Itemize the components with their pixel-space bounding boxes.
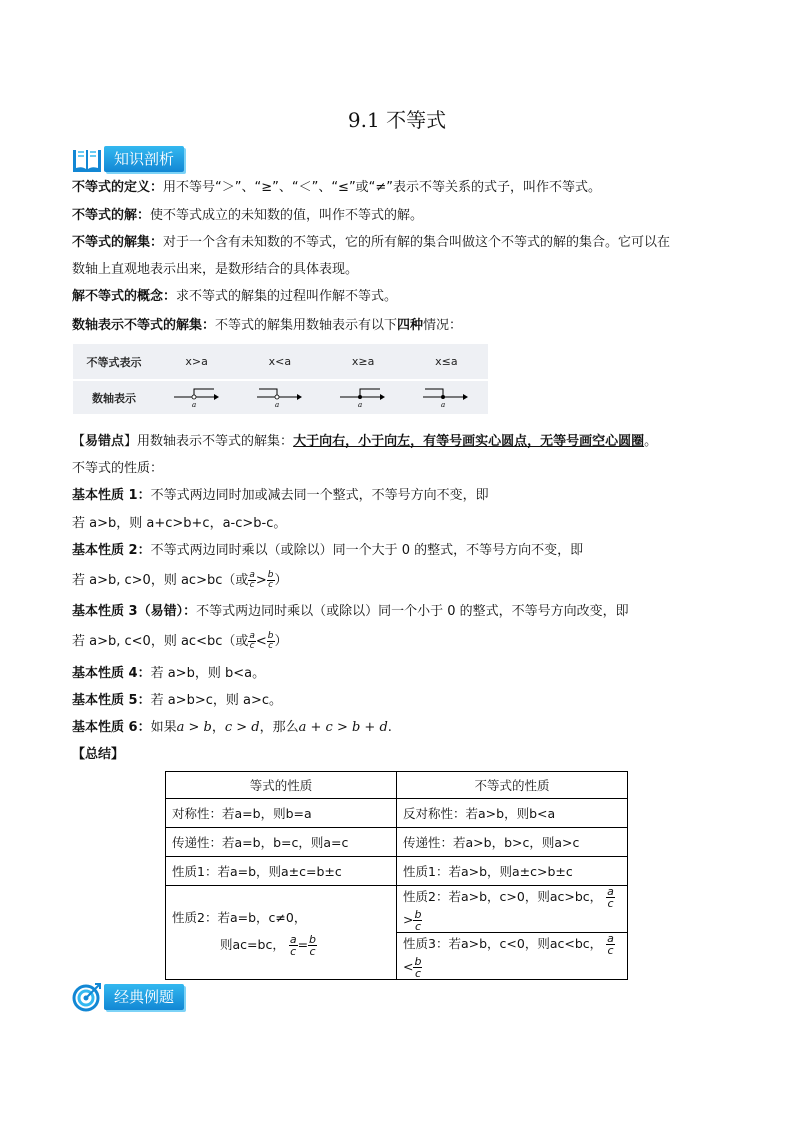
numberline-intro-text: 不等式的解集用数轴表示有以下 (215, 318, 398, 333)
solve-concept-label: 解不等式的概念： (72, 289, 177, 304)
relation-sign: > (255, 573, 267, 588)
fraction-b-over-c: $\frac{b}{c}$ (309, 933, 317, 958)
solution-line (72, 206, 423, 226)
property-3-line (72, 602, 629, 622)
numberline-less-open-icon (255, 384, 305, 408)
tip-open: 【 (72, 434, 86, 449)
solve-concept-text: 求不等式的解集的过程叫作解不等式。 (176, 289, 398, 304)
summary-cell-inequality-property-2 (397, 886, 628, 933)
axis-letter: a (274, 401, 280, 408)
summary-ineq-p3-text: 性质3：若a>b，c<0，则ac<bc， (403, 936, 603, 951)
case-cell: x<a (238, 344, 321, 381)
property-4-label: 基本性质 4： (72, 666, 151, 681)
solution-set-line-2: 数轴上直观地表示出来，是数形结合的具体表现。 (72, 262, 359, 277)
relation-sign: = (297, 937, 309, 952)
separator: ， (211, 720, 225, 735)
solve-concept-line (72, 287, 397, 307)
period: . (387, 720, 392, 735)
property-4-text: 若 a>b，则 b<a。 (150, 666, 266, 681)
summary-cell: 性质1：若a=b，则a±c=b±c (166, 857, 397, 886)
summary-eq-p2-line-1: 性质2：若a=b，c≠0， (172, 910, 307, 925)
property-1-line (72, 486, 489, 506)
solution-set-text-1: 对于一个含有未知数的不等式，它的所有解的集合叫做这个不等式的解的集合。它可以在 (163, 235, 671, 250)
knowledge-banner (72, 144, 184, 174)
case-cell: x≥a (322, 344, 405, 381)
summary-label: 【总结】 (72, 747, 125, 762)
axis-letter: a (191, 401, 196, 408)
property-6-mid: ，那么 (259, 720, 299, 735)
numberline-greater-equal-solid-icon (338, 384, 388, 408)
relation-sign: < (403, 959, 414, 974)
page-title: 9.1 不等式 (347, 108, 447, 132)
tip-text: 用数轴表示不等式的解集： (137, 434, 294, 449)
numberline-intro-label: 数轴表示不等式的解集： (72, 318, 216, 333)
axis-letter: a (441, 401, 446, 408)
numberline-intro-tail: 情况： (423, 318, 463, 333)
formula-2: c > d (224, 720, 260, 735)
property-3-label: 基本性质 3（易错）： (72, 604, 197, 619)
close-paren: ） (274, 573, 288, 588)
fraction-a-over-c: $\frac{a}{c}$ (289, 933, 297, 958)
property-5-line (72, 691, 282, 711)
property-2-line (72, 541, 583, 561)
numberline-cell (155, 381, 238, 414)
summary-header-equality: 等式的性质 (166, 772, 397, 799)
property-2-text: 不等式两边同时乘以（或除以）同一个大于 0 的整式，不等号方向不变，即 (150, 543, 584, 558)
solution-label: 不等式的解： (72, 208, 151, 223)
tip-line (72, 432, 657, 452)
case-cell: x≤a (405, 344, 488, 381)
numberline-intro-bold: 四种 (397, 318, 424, 333)
numberline-cell (238, 381, 321, 414)
property-1-example: 若 a>b，则 a+c>b+c，a-c>b-c。 (72, 516, 287, 531)
property-6-line (72, 718, 392, 738)
summary-cell: 传递性：若a=b，b=c，则a=c (166, 828, 397, 857)
row-label-cell: 数轴表示 (92, 391, 136, 405)
numberline-cell (405, 381, 488, 414)
numberline-less-equal-solid-icon (421, 384, 471, 408)
examples-banner-label: 经典例题 (104, 984, 184, 1010)
summary-cell-inequality-property-3 (397, 933, 628, 980)
properties-heading: 不等式的性质： (72, 461, 164, 476)
summary-cell: 传递性：若a>b，b>c，则a>c (397, 828, 628, 857)
summary-header-inequality: 不等式的性质 (397, 772, 628, 799)
property-3-example (72, 632, 288, 652)
property-2-label: 基本性质 2： (72, 543, 151, 558)
tip-close: 】 (124, 434, 138, 449)
property-5-label: 基本性质 5： (72, 693, 151, 708)
summary-cell: 对称性：若a=b，则b=a (166, 799, 397, 828)
definition-label: 不等式的定义： (72, 180, 164, 195)
formula-3: a + c > b + d (298, 720, 388, 735)
fraction-a-over-c: $\frac{a}{c}$ (249, 570, 255, 590)
case-cell: x>a (155, 344, 238, 381)
property-4-line (72, 664, 265, 684)
examples-banner (72, 982, 184, 1012)
summary-eq-p2-text: 则ac=bc， (220, 937, 285, 952)
summary-table (165, 771, 628, 980)
solution-set-label: 不等式的解集： (72, 235, 164, 250)
relation-sign: > (403, 912, 414, 927)
property-6-text: 如果 (150, 720, 177, 735)
summary-cell-equality-property-2 (166, 886, 397, 980)
knowledge-banner-label: 知识剖析 (104, 146, 184, 172)
numberline-cell (322, 381, 405, 414)
solution-text: 使不等式成立的未知数的值，叫作不等式的解。 (150, 208, 424, 223)
property-5-text: 若 a>b>c，则 a>c。 (150, 693, 283, 708)
close-paren: ） (274, 634, 288, 649)
fraction-b-over-c: $\frac{b}{c}$ (414, 955, 422, 980)
summary-eq-p2-line-2 (172, 934, 390, 957)
summary-cell: 反对称性：若a>b，则b<a (397, 799, 628, 828)
property-1-text: 不等式两边同时加或减去同一个整式，不等号方向不变，即 (150, 488, 489, 503)
property-6-label: 基本性质 6： (72, 720, 151, 735)
summary-ineq-p2-text: 性质2：若a>b，c>0，则ac>bc， (403, 889, 603, 904)
property-2-example (72, 571, 288, 591)
fraction-b-over-c: $\frac{b}{c}$ (267, 631, 274, 651)
numberline-greater-open-icon (172, 384, 222, 408)
formula-1: a > b (176, 720, 212, 735)
property-3-text: 不等式两边同时乘以（或除以）同一个小于 0 的整式，不等号方向改变，即 (196, 604, 629, 619)
property-1-label: 基本性质 1： (72, 488, 151, 503)
header-label-cell: 不等式表示 (73, 344, 155, 381)
fraction-b-over-c: $\frac{b}{c}$ (267, 570, 274, 590)
target-arrow-icon (72, 982, 102, 1012)
property-3-example-text: 若 a>b, c<0，则 ac<bc（或 (72, 634, 249, 649)
axis-letter: a (358, 401, 363, 408)
solution-set-line (72, 233, 670, 253)
fraction-b-over-c: $\frac{b}{c}$ (414, 908, 422, 933)
fraction-a-over-c: $\frac{a}{c}$ (607, 885, 614, 910)
fraction-a-over-c: $\frac{a}{c}$ (249, 631, 255, 651)
definition-line (72, 178, 601, 198)
summary-cell: 性质1：若a>b，则a±c>b±c (397, 857, 628, 886)
numberline-intro-line (72, 316, 462, 336)
fraction-a-over-c: $\frac{a}{c}$ (607, 932, 614, 957)
relation-sign: < (255, 634, 267, 649)
numberline-table (73, 344, 488, 414)
tip-label: 易错点 (85, 434, 125, 449)
tip-end: 。 (644, 434, 658, 449)
tip-underlined: 大于向右，小于向左，有等号画实心圆点，无等号画空心圆圈 (293, 434, 645, 449)
book-icon (72, 144, 102, 174)
definition-text: 用不等号“＞”、“≥”、“＜”、“≤”或“≠”表示不等关系的式子，叫作不等式。 (163, 180, 602, 195)
property-2-example-text: 若 a>b, c>0，则 ac>bc（或 (72, 573, 249, 588)
